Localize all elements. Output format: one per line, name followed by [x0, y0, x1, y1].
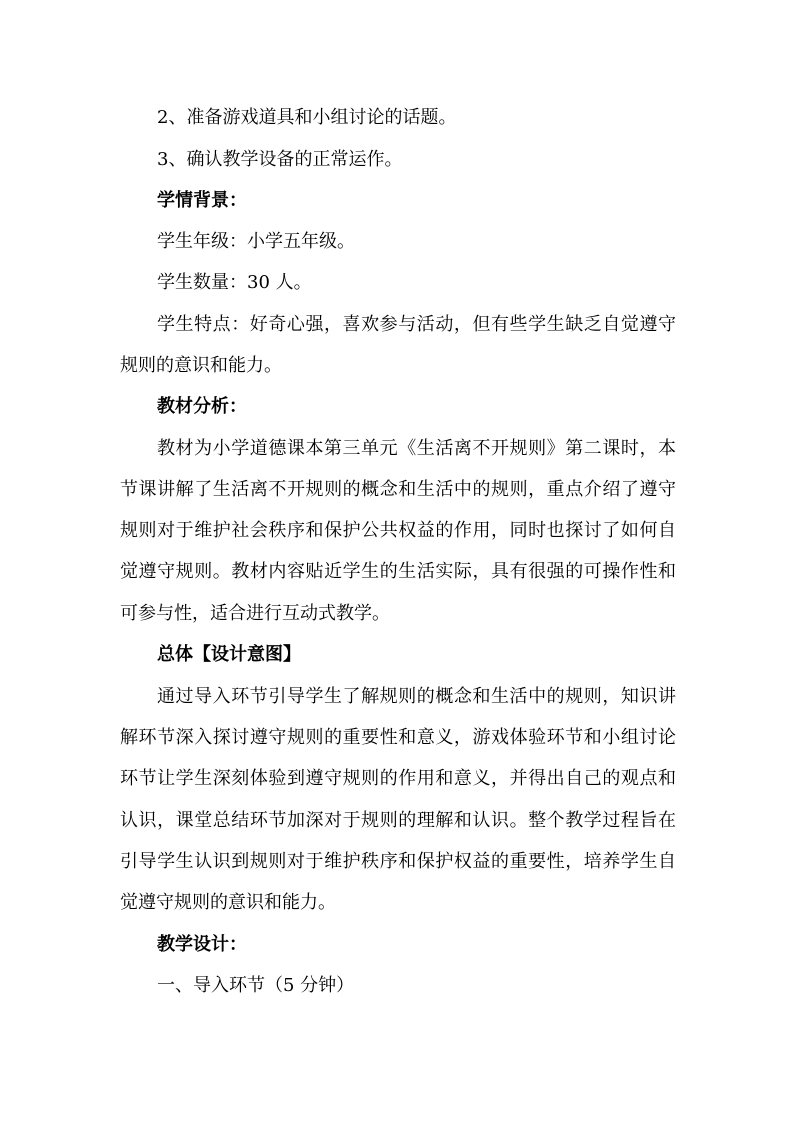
student-traits-line-2: 规则的意识和能力。: [120, 355, 282, 376]
design-intent-line-1: 通过导入环节引导学生了解规则的概念和生活中的规则，知识讲: [157, 686, 676, 707]
prep-item-2: 2、准备游戏道具和小组讨论的话题。: [157, 107, 457, 128]
teaching-step-1: 一、导入环节（5 分钟）: [157, 975, 355, 996]
prep-item-3: 3、确认教学设备的正常运作。: [157, 149, 403, 170]
material-line-4: 觉遵守规则。教材内容贴近学生的生活实际，具有很强的可操作性和: [120, 561, 676, 582]
material-line-3: 规则对于维护社会秩序和保护公共权益的作用，同时也探讨了如何自: [120, 520, 676, 541]
material-heading: 教材分析：: [157, 396, 247, 417]
background-heading: 学情背景：: [157, 190, 247, 211]
student-grade: 学生年级：小学五年级。: [157, 231, 355, 252]
design-intent-line-2: 解环节深入探讨遵守规则的重要性和意义，游戏体验环节和小组讨论: [120, 727, 676, 748]
student-traits-line-1: 学生特点：好奇心强，喜欢参与活动，但有些学生缺乏自觉遵守: [157, 314, 676, 335]
design-intent-heading: 总体【设计意图】: [157, 644, 301, 665]
teaching-design-heading: 教学设计：: [157, 934, 247, 955]
design-intent-line-6: 觉遵守规则的意识和能力。: [120, 892, 336, 913]
design-intent-line-5: 引导学生认识到规则对于维护秩序和保护权益的重要性，培养学生自: [120, 851, 676, 872]
material-line-1: 教材为小学道德课本第三单元《生活离不开规则》第二课时，本: [157, 438, 676, 459]
material-line-5: 可参与性，适合进行互动式教学。: [120, 603, 390, 624]
design-intent-line-4: 认识，课堂总结环节加深对于规则的理解和认识。整个教学过程旨在: [120, 810, 676, 831]
material-line-2: 节课讲解了生活离不开规则的概念和生活中的规则，重点介绍了遵守: [120, 479, 676, 500]
student-count: 学生数量：30 人。: [157, 272, 312, 293]
design-intent-line-3: 环节让学生深刻体验到遵守规则的作用和意义，并得出自己的观点和: [120, 768, 676, 789]
